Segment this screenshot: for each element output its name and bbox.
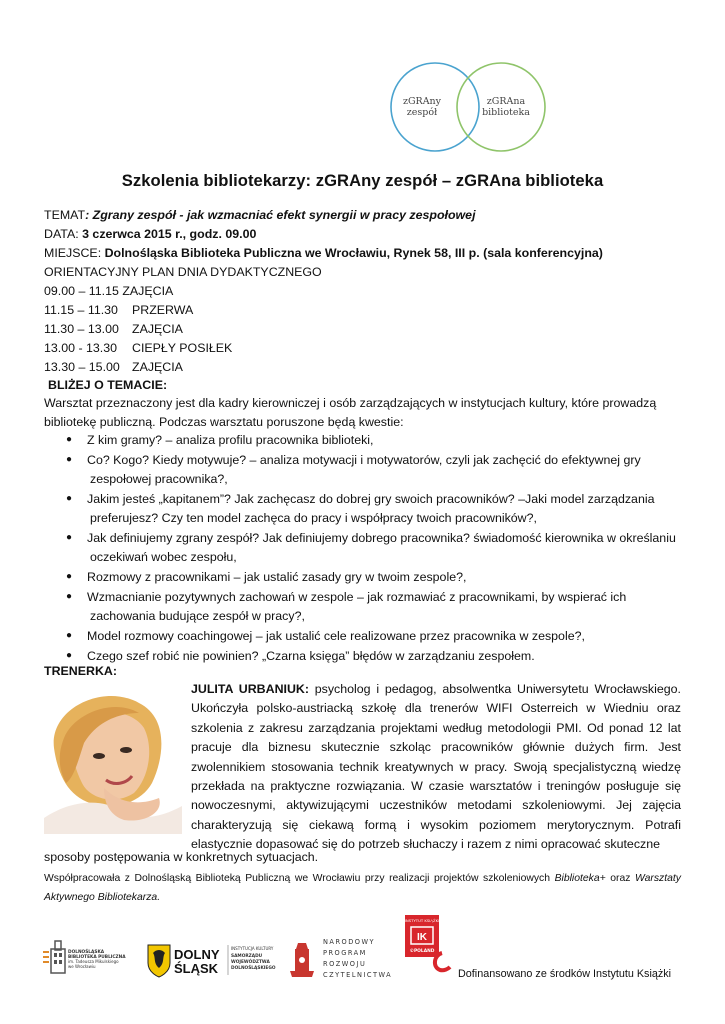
schedule-activity: ZAJĘCIA [132,360,183,374]
ik-text-top: INSTYTUT KSIĄŻKI [404,918,440,923]
coop-text-1: Współpracowała z Dolnośląską Biblioteką Publiczną we Wrocławiu przy realizacji projektów szkoleniowych [44,873,555,884]
inst-text-3: WOJEWÓDZTWA [231,960,270,965]
about-intro-line-1: Warsztat przeznaczony jest dla kadry kierowniczej i osób zarządzających w instytucjach kultury, które prowadzą [44,396,657,410]
funding-note: Dofinansowano ze środków Instytutu Książki [458,968,672,980]
dbp-text-1: DOLNOŚLĄSKA [68,950,105,955]
list-item-text: Jakim jesteś „kapitanem”? Jak zachęcasz do dobrej gry swoich pracowników? –Jaki model zarządzania [87,491,655,506]
schedule-time: 13.30 – 15.00 [44,360,120,374]
trainer-name: JULITA URBANIUK: [191,682,309,696]
bullet-icon: ● [66,454,73,465]
bullet-icon: ● [66,434,73,445]
dolny-text: DOLNY [174,947,220,962]
logo-left-text-2: zespół [406,107,438,118]
inst-text-4: DOLNOŚLĄSKIEGO [231,966,276,971]
list-item-text: Model rozmowy coachingowej – jak ustalić cele realizowane przez pracownika w zespole?, [87,628,585,643]
inst-text-2: SAMORZĄDU [231,954,263,959]
trainer-photo [44,688,182,834]
npr-text-3: ROZWOJU [323,960,367,968]
inst-text-1: INSTYTUCJA KULTURY [231,946,274,951]
list-item-text-cont: oczekiwań wobec zespołu, [90,549,237,564]
dbp-text-2: BIBLIOTEKA PUBLICZNA [68,955,126,960]
place-label: MIEJSCE: [44,246,105,260]
coop-project-2: Warsztaty Aktywnego Bibliotekarza. [44,873,681,903]
npr-text-2: PROGRAM [323,949,367,957]
trainer-bio-tail: sposoby postępowania w konkretnych sytuacjach. [44,850,319,864]
trainer-bio-text: psycholog i pedagog, absolwentka Uniwersytetu Wrocławskiego. Ukończyła polsko-austriacką szkołę dla trenerów WIFI Osterreich w Wiedniu oraz szkolenia z zakresu zarządzania projektami według metodologii PMI. Od ponad 12 lat pracuje dla biznesu skutecznie szkoląc pracowników głównie dużych firm. Jest zwolennikiem stosowania technik kreatywnych w pracy. Swoją specjalistyczną wiedzę przekłada na praktyczne rozwiązania. W czasie warsztatów i treningów posługuje się nowoczesnymi, aktywizującymi uczestników metodami szkoleniowymi. Jej zajęcia charakteryzują się ciekawą formą i wysokim poziomem merytorycznym. Potrafi elastycznie dopasować się do potrzeb słuchaczy i razem z nimi opracować skuteczne [191,682,681,852]
logo-right-text-2: biblioteka [482,107,530,118]
ik-text-bottom: ©POLAND [409,949,435,954]
topic-line [44,208,476,222]
topic-value: : Zgrany zespół - jak wzmacniać efekt synergii w pracy zespołowej [85,208,476,222]
list-item [44,647,686,666]
list-item-text: Jak definiujemy zgrany zespół? Jak definiujemy dobrego pracownika? świadomość kierownika w określaniu [87,530,676,545]
list-item-text-cont: preferujesz? Czy ten model zachęca do pracy i współpracy twoich pracowników?, [90,510,537,525]
list-item-text: Co? Kogo? Kiedy motywuje? – analiza motywacji i motywatorów, czyli jak zachęcić do efektywnej gry [87,453,641,467]
list-item-text-cont: zespołowej pracownika?, [90,471,228,486]
about-intro [44,394,686,432]
schedule-activity: PRZERWA [132,303,194,317]
dbp-logo [43,941,126,973]
date-value: 3 czerwca 2015 r., godz. 09.00 [82,227,257,241]
page-title: Szkolenia bibliotekarzy: zGRAny zespół – zGRAna biblioteka [121,171,604,190]
logo-right-text-1: zGRAna [486,96,526,107]
plan-header: ORIENTACYJNY PLAN DNIA DYDAKTYCZNEGO [44,265,322,279]
event-logo [388,57,548,157]
npr-text-1: NARODOWY [323,938,376,946]
date-line [44,227,256,241]
bullet-icon: ● [66,629,73,641]
list-item [44,627,686,646]
trainer-bio [191,680,681,855]
list-item [44,451,686,489]
ik-mark: IK [417,932,427,943]
about-header: BLIŻEJ O TEMACIE: [48,378,168,392]
schedule-row [44,322,183,336]
list-item-text: Czego szef robić nie powinien? „Czarna księga” błędów w zarządzaniu zespołem. [87,648,535,663]
list-item-text: Wzmacnianie pozytywnych zachowań w zespole – jak rozmawiać z pracownikami, by wspierać ich [87,589,627,604]
dolny-slask-logo [148,945,276,977]
schedule-time: 11.30 – 13.00 [44,322,119,336]
schedule-activity: ZAJĘCIA [122,284,174,298]
list-item [44,529,686,567]
bullet-icon: ● [66,649,73,661]
coop-project-1: Biblioteka+ [554,873,606,884]
trainer-header: TRENERKA: [44,664,117,678]
cooperation-note [44,870,681,907]
list-item-text: Z kim gramy? – analiza profilu pracownika biblioteki, [87,433,374,447]
date-label: DATA: [44,227,83,241]
list-item [44,431,686,450]
instytut-ksiazki-logo [405,915,450,970]
about-intro-line-2: bibliotekę publiczną. Podczas warsztatu poruszone będą kwestie: [44,414,404,429]
bullet-icon: ● [66,531,73,543]
schedule-row [44,360,183,374]
schedule-activity: ZAJĘCIA [132,322,183,336]
bullet-icon: ● [66,492,73,504]
bullet-icon: ● [66,590,73,602]
slask-text: ŚLĄSK [174,961,219,976]
list-item [44,490,686,528]
dbp-text-4: we Wrocławiu [68,964,96,969]
schedule-time: 11.15 – 11.30 [44,303,118,317]
logo-left-text-1: zGRAny [402,96,442,107]
list-item-text-cont: zachowania budujące zespół w pracy?, [90,608,305,623]
place-value: Dolnośląska Biblioteka Publiczna we Wrocławiu, Rynek 58, III p. (sala konferencyjna) [104,246,603,260]
schedule-activity: CIEPŁY POSIŁEK [132,341,233,355]
coop-text-2: oraz [605,873,635,884]
place-line [44,246,603,260]
list-item [44,588,686,626]
topics-list [44,431,686,667]
schedule-time: 13.00 - 13.30 [44,341,118,355]
schedule-row [44,303,193,317]
schedule-time: 09.00 – 11.15 [44,284,119,298]
npr-text-4: CZYTELNICTWA [323,971,393,979]
schedule-row [44,341,232,355]
bullet-icon: ● [66,570,73,582]
footer-logos [40,913,460,983]
list-item [44,568,686,587]
nprcz-logo [290,938,392,979]
topic-label: TEMAT [44,208,86,222]
dbp-text-3: im. Tadeusza Mikulskiego [68,959,119,964]
schedule-row [44,284,173,298]
list-item-text: Rozmowy z pracownikami – jak ustalić zasady gry w twoim zespole?, [87,569,467,584]
